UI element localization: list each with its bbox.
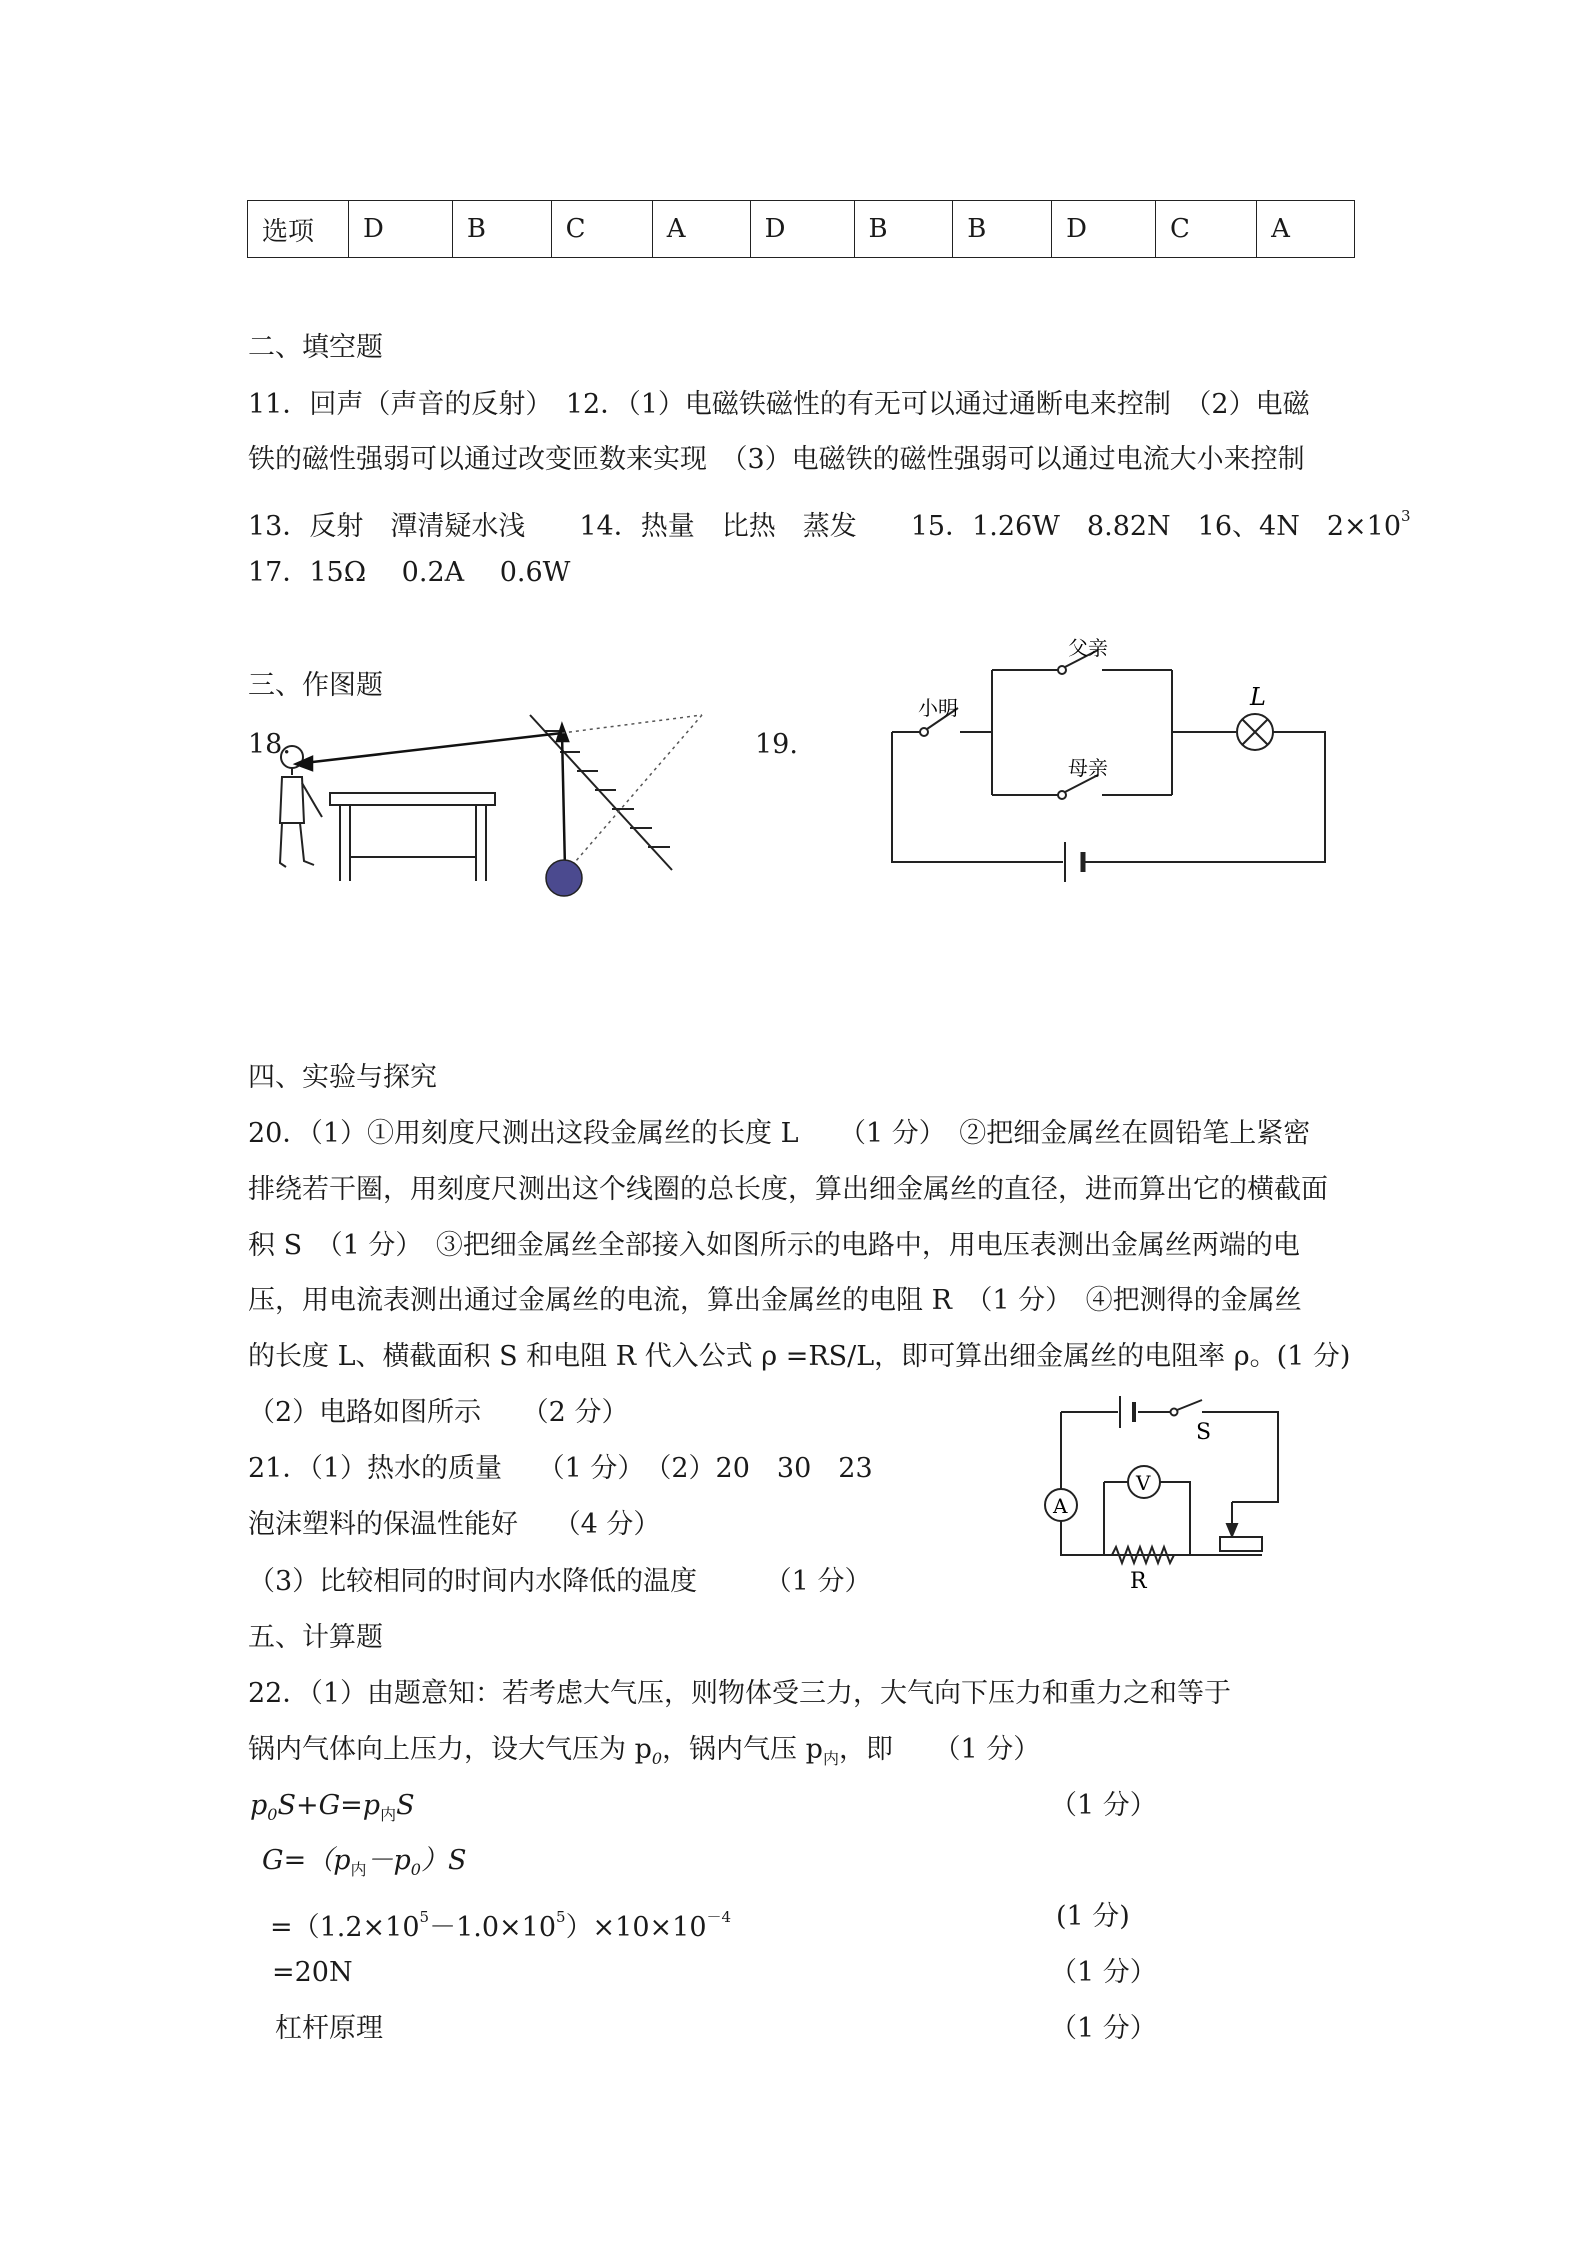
answer-table-label: 选项 [248, 201, 349, 258]
circuit-diagram-19 [880, 620, 1330, 900]
label-resistor: R [1130, 1569, 1147, 1590]
answer-cell: D [1052, 201, 1156, 258]
answer-line: （3）比较相同的时间内水降低的温度 （1 分） [248, 1566, 872, 1597]
light-ray [296, 725, 568, 869]
text: G=（p [262, 1845, 351, 1876]
answer-line: 21．（1）热水的质量 （1 分） （2）20 30 23 [248, 1453, 873, 1484]
text: ）S [420, 1845, 467, 1876]
subscript: 内 [822, 1749, 839, 1768]
score: （1 分） [1050, 1957, 1157, 1988]
text: p [250, 1790, 268, 1821]
question-number-18: 18. [248, 729, 291, 760]
label-xiaoming: 小明 [918, 696, 958, 720]
text: 锅内气体向上压力，设大气压为 p [248, 1734, 652, 1765]
table-figure [330, 793, 495, 881]
answer-line: （2）电路如图所示 （2 分） [248, 1397, 629, 1428]
subscript: 0 [410, 1860, 421, 1879]
subscript: 内 [350, 1860, 367, 1879]
superscript: 5 [556, 1908, 566, 1926]
section-title-drawing: 三、作图题 [248, 670, 383, 701]
subscript: 0 [267, 1805, 278, 1824]
equation-line: =20N [272, 1957, 353, 1988]
ball-object [546, 860, 582, 896]
answer-cell: B [452, 201, 551, 258]
text: ，锅内气压 p [662, 1734, 823, 1765]
superscript: －4 [706, 1908, 732, 1926]
equation-line [262, 1843, 466, 1888]
reflection-diagram [262, 695, 732, 905]
label-mother: 母亲 [1068, 756, 1108, 780]
virtual-ray [562, 715, 702, 869]
answer-line: 11．回声（声音的反射） 12．（1）电磁铁磁性的有无可以通过通断电来控制 （2）电磁 [248, 389, 1310, 420]
section-title-fill: 二、填空题 [248, 332, 383, 363]
answer-line: 17．15Ω 0.2A 0.6W [248, 557, 571, 588]
answer-cell: D [750, 201, 854, 258]
answer-line: 积 S （1 分） ③把细金属丝全部接入如图所示的电路中，用电压表测出金属丝两端的电 [248, 1230, 1300, 1261]
answer-cell: C [551, 201, 652, 258]
superscript: 5 [419, 1908, 430, 1926]
text: ，即 （1 分） [838, 1734, 1041, 1765]
label-switch: S [1196, 1420, 1212, 1445]
text: =（1.2×10 [270, 1912, 420, 1943]
answer-row [248, 201, 1355, 258]
text: S+G=p [277, 1790, 381, 1821]
answer-line: 22．（1）由题意知：若考虑大气压，则物体受三力，大气向下压力和重力之和等于 [248, 1678, 1232, 1709]
section-title-calculation: 五、计算题 [248, 1622, 383, 1653]
label-voltmeter: V [1136, 1471, 1151, 1495]
equation-line [250, 1788, 415, 1833]
equation-line: 杠杆原理 [275, 2013, 383, 2044]
answer-line: 20．（1）①用刻度尺测出这段金属丝的长度 L （1 分） ②把细金属丝在圆铅笔上紧密 [248, 1118, 1311, 1149]
answer-line: 排绕若干圈，用刻度尺测出这个线圈的总长度，算出细金属丝的直径，进而算出它的横截面 [248, 1174, 1328, 1205]
score: (1 分) [1056, 1901, 1130, 1932]
answer-table [247, 200, 1355, 258]
answer-cell: A [1257, 201, 1355, 258]
answer-cell: B [854, 201, 953, 258]
answer-cell: B [953, 201, 1052, 258]
answer-line [248, 498, 1411, 545]
superscript: 3 [1401, 507, 1411, 525]
score: （1 分） [1050, 1790, 1157, 1821]
answer-line: 泡沫塑料的保温性能好 （4 分） [248, 1509, 661, 1540]
label-ammeter: A [1053, 1494, 1068, 1518]
subscript: 内 [380, 1805, 397, 1824]
question-number-19: 19. [755, 729, 798, 760]
answer-line: 铁的磁性强弱可以通过改变匝数来实现 （3）电磁铁的磁性强弱可以通过电流大小来控制 [248, 444, 1305, 475]
equation-line [270, 1899, 731, 1946]
text: －p [366, 1845, 411, 1876]
section-title-experiment: 四、实验与探究 [248, 1062, 437, 1093]
label-father: 父亲 [1068, 636, 1108, 660]
text: －1.0×10 [429, 1912, 557, 1943]
label-lamp: L [1250, 683, 1266, 711]
answer-line: 的长度 L、横截面积 S 和电阻 R 代入公式 ρ =RS/L，即可算出细金属丝的电阻率 ρ。(1 分) [248, 1341, 1351, 1372]
answer-cell: A [652, 201, 750, 258]
text: S [396, 1790, 415, 1821]
answer-cell: C [1155, 201, 1256, 258]
subscript: 0 [651, 1749, 663, 1768]
answer-text: 13．反射 潭清疑水浅 14．热量 比热 蒸发 15．1.26W 8.82N 16、4N 2×10 [248, 511, 1401, 542]
plane-mirror [530, 715, 672, 870]
score: （1 分） [1050, 2013, 1157, 2044]
text: ）×10×10 [565, 1912, 707, 1943]
answer-cell: D [349, 201, 453, 258]
answer-line: 压，用电流表测出通过金属丝的电流，算出金属丝的电阻 R （1 分） ④把测得的金属丝 [248, 1285, 1302, 1316]
answer-line [248, 1732, 1040, 1777]
circuit-diagram-20 [1030, 1390, 1300, 1590]
